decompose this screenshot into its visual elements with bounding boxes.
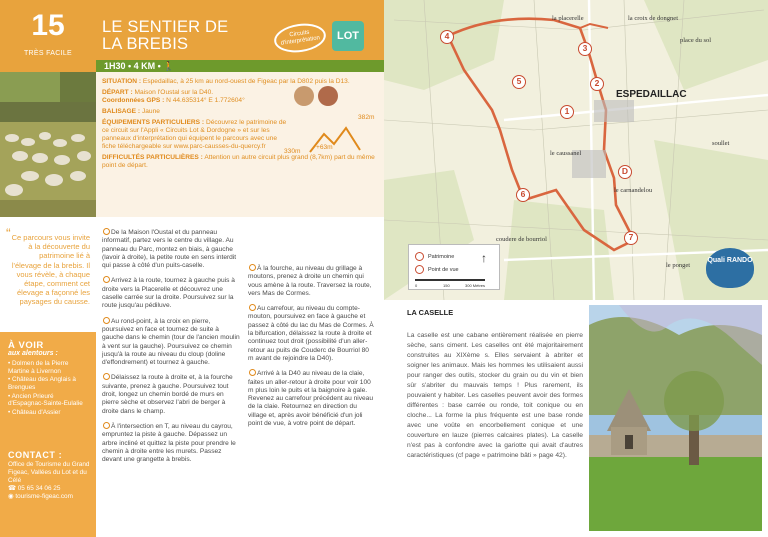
duration-distance: 1H30 • 4 KM • (104, 61, 161, 71)
scale-label-0: 0 (415, 283, 418, 288)
step-d-icon (103, 228, 110, 235)
a-voir-title: À VOIR (8, 340, 44, 351)
legend-patrimoine (415, 252, 454, 261)
waypoint-marker[interactable]: 6 (516, 188, 530, 202)
place-label-soullet: soullet (712, 140, 730, 147)
waypoint-marker[interactable]: 7 (624, 231, 638, 245)
a-voir-item: • Château d'Assier (8, 408, 61, 416)
step-3-icon (103, 373, 110, 380)
directions-column-1 (102, 228, 242, 470)
globe-icon: ◉ (8, 493, 16, 500)
elevation-high: 382m (358, 114, 375, 121)
a-voir-item: • Château des Anglais à Brengues (8, 376, 76, 391)
situation (102, 78, 378, 86)
a-voir-item: • Ancien Prieuré d'Espagnac-Sainte-Eulalie (8, 392, 83, 408)
horse-icon (318, 86, 338, 106)
contact-text: Office de Tourisme du Grand Figeac, Vallées du Lot et du Célé (8, 461, 90, 484)
quali-rando-badge: Quali RANDO (706, 248, 754, 288)
elevation-low: 330m (284, 148, 301, 155)
direction-text: Au rond-point, à la croix en pierre, poursuivez en face et tournez de suite à gauche dans le chemin (tour de l'ancien moulin à vent sur la gauche). Poursuivez ce chemin jusqu'à la route au niveau du cloup (doline d'effondrement) et tournez à gauche. (102, 317, 240, 367)
caselle-title: LA CASELLE (407, 308, 454, 317)
balisage-label: BALISAGE : (102, 108, 141, 115)
difficultes (102, 154, 378, 170)
direction-step (102, 317, 242, 368)
phone-icon: ☎ (8, 485, 18, 492)
patrimoine-icon (415, 252, 424, 261)
info-panel (96, 72, 384, 217)
gps-text: N 44.635314° E 1.772604° (166, 97, 245, 104)
gps-label: Coordonnées GPS : (102, 97, 165, 104)
legend-point-label: Point de vue (428, 266, 459, 273)
direction-step (102, 276, 242, 310)
place-label-croix: la croix de dongnet (628, 15, 678, 22)
waypoint-marker[interactable]: 5 (512, 75, 526, 89)
direction-text: Au carrefour, au niveau du compte-mouton, poursuivez en face à gauche et passez à côté du lac du Mas de Cormes. À la bifurcation, délaissez la route à droite et continuez tout droit (possibilité d'un aller-retour au puits de Couderc de Bourriol 80 m avant de rejoindre la D40). (248, 305, 374, 362)
waypoint-marker[interactable]: 3 (578, 42, 592, 56)
situation-label: SITUATION : (102, 78, 142, 85)
equip-text[interactable]: Découvrez le patrimoine de ce circuit sur l'Appli « Circuits Lot & Dordogne » et sur les panneaux d'interprétation qui équipent le parcours avec une fiche téléchargeable sur www.parc-causses-du-quercy.fr (102, 119, 287, 150)
caselle-photo (589, 305, 762, 531)
caselle-text: La caselle est une cabane entièrement réalisée en pierre sèche, sans ciment. Les caselles ont été majoritairement construites au XIXème s. Elles servaient à abriter et soigner les animaux. Mais les hommes les utilisaient aussi pour ranger des outils, stocker du grain ou du vin et bien sûr s'abriter du mauvais temps ! Plus rarement, ils pouvaient y habiter. Les caselles peuvent avoir des formes différentes : base carrée ou ronde, toit conique ou en cloche... La forme la plus fréquente est une base ronde avec une voûte en encorbellement conique et une couverture en lauze (pierres calcaires plates). La caselle n'est pas à confondre avec la gariotte qui avait d'autres caractéristiques (cf page « patrimoine bâti » page 42). (407, 332, 583, 459)
scale-label-300: 300 Mètres (465, 283, 486, 288)
title-line-1: LE SENTIER DE (102, 18, 229, 36)
direction-text: À l'intersection en T, au niveau du cayrou, empruntez la piste à gauche. Dépassez un arbre incliné et quittez la piste pour prendre le chemin à droite entre les murets. Passez devant une grangette à brebis. (102, 422, 236, 464)
direction-text: De la Maison l'Oustal et du panneau informatif, partez vers le centre du village. Au panneau du Parc, montez en biais, à gauche (lavoir à droite), la petite route en sens interdit qui passe à côté d'un puits-caselle. (102, 229, 237, 270)
place-label-caussanel: le caussanel (550, 150, 582, 157)
step-1-icon (103, 276, 110, 283)
direction-step (248, 264, 376, 298)
title-band (96, 0, 384, 60)
contact-web[interactable] (8, 493, 90, 501)
directions-column-2 (248, 264, 376, 434)
direction-step (102, 228, 242, 270)
a-voir-section (0, 332, 96, 417)
balisage (102, 108, 378, 116)
direction-text: Délaissez la route à droite et, à la fourche suivante, prenez à gauche. Poursuivez tout droit, longez un chemin bordé de murs en pierre sèche et observez l'abri de berger à droite dans le champ. (102, 374, 233, 415)
legend-patrimoine-label: Patrimoine (428, 253, 455, 260)
depart-text: Maison l'Oustal sur la D40. (134, 89, 214, 96)
contact-title: CONTACT : (8, 450, 63, 460)
elevation-gain: +63m (316, 144, 333, 151)
depart (102, 89, 292, 105)
diff-text: Attention un autre circuit plus grand (8,7km) part du même point de départ. (102, 154, 375, 169)
waypoint-marker[interactable]: D (618, 165, 632, 179)
activity-icons (294, 86, 338, 106)
equip-label: ÉQUIPEMENTS PARTICULIERS : (102, 119, 205, 126)
left-sidebar (0, 217, 96, 537)
place-label-ponget: le ponget (666, 262, 691, 269)
bike-icon (294, 86, 314, 106)
route-number: 15 (31, 9, 65, 42)
step-2-icon (103, 317, 110, 324)
direction-text: À la fourche, au niveau du grillage à moutons, prenez à droite un chemin qui vous amène à la route. Traversez la route, vers Mas de Cormes. (248, 265, 372, 297)
page-title (102, 19, 228, 53)
scale-label-150: 150 (443, 283, 450, 288)
viewpoint-icon (415, 265, 424, 274)
place-label-sol: place du sol (680, 37, 712, 44)
hiker-icon: 🚶 (163, 61, 175, 71)
direction-step (248, 369, 376, 428)
title-line-2: LA BREBIS (102, 35, 189, 53)
balisage-text: Jaune (141, 108, 160, 115)
intro-quote-text: Ce parcours vous invite à la découverte du patrimoine lié à l'élevage de la brebis. Il vous révèle, à chaque étape, comment cet élevage a façonné les paysages du causse. (11, 233, 90, 307)
equipements (102, 119, 292, 151)
contact-section (0, 451, 96, 501)
a-voir-subtitle: aux alentours : (8, 349, 58, 357)
waypoint-marker[interactable]: 1 (560, 105, 574, 119)
map-legend (408, 244, 500, 290)
lot-logo: LOT (332, 21, 364, 51)
place-label-carnandelou: le carnandelou (614, 187, 653, 194)
north-arrow-icon: ↑ (481, 251, 487, 265)
phone-number: 05 65 34 06 25 (17, 485, 61, 492)
circuits-logo: Circuits d'interprétation (272, 21, 327, 56)
scale-bar (415, 279, 485, 281)
waypoint-marker[interactable]: 4 (440, 30, 454, 44)
difficulty-level: TRÈS FACILE (23, 50, 73, 57)
waypoint-marker[interactable]: 2 (590, 77, 604, 91)
website-link: tourisme-figeac.com (15, 493, 73, 500)
quote-icon: “ (6, 225, 11, 241)
direction-step (102, 422, 242, 464)
step-7-icon (249, 369, 256, 376)
direction-text: Arrivez à la route, tournez à gauche puis à droite vers la Placerelle et découvrez une caselle carrée sur la droite. Poursuivez sur la route jusqu'au pédiluve. (102, 277, 235, 310)
sheep-photo (0, 72, 96, 217)
step-4-icon (103, 422, 110, 429)
direction-step (102, 373, 242, 415)
diff-label: DIFFICULTÉS PARTICULIÈRES : (102, 154, 203, 161)
contact-phone[interactable] (8, 485, 90, 493)
direction-step (248, 304, 376, 363)
town-label: ESPEDAILLAC (616, 89, 687, 100)
intro-quote (0, 217, 96, 332)
situation-text: Espedaillac, à 25 km au nord-ouest de Figeac par la D802 puis la D13. (142, 78, 350, 85)
duration-band (96, 60, 384, 72)
direction-text: Arrivé à la D40 au niveau de la claie, faites un aller-retour à droite pour voir 100 m plus loin le puits et la baignoire à gale. Revenez au carrefour précédent au niveau de la claie. Retournez en direction du village et, après avoir bénéficié d'un joli point de vue, à votre point de départ. (248, 370, 373, 428)
place-label-bourriol: coudere de bourriol (496, 236, 547, 243)
legend-point-de-vue (415, 265, 459, 274)
caselle-section (407, 308, 583, 461)
step-5-icon (249, 264, 256, 271)
place-label-placerelle: la placerelle (552, 15, 584, 22)
a-voir-item: • Dolmen de la Pierre Martine à Livernon (8, 360, 69, 375)
depart-label: DÉPART : (102, 89, 133, 96)
step-6-icon (249, 304, 256, 311)
route-number-block (0, 0, 96, 72)
